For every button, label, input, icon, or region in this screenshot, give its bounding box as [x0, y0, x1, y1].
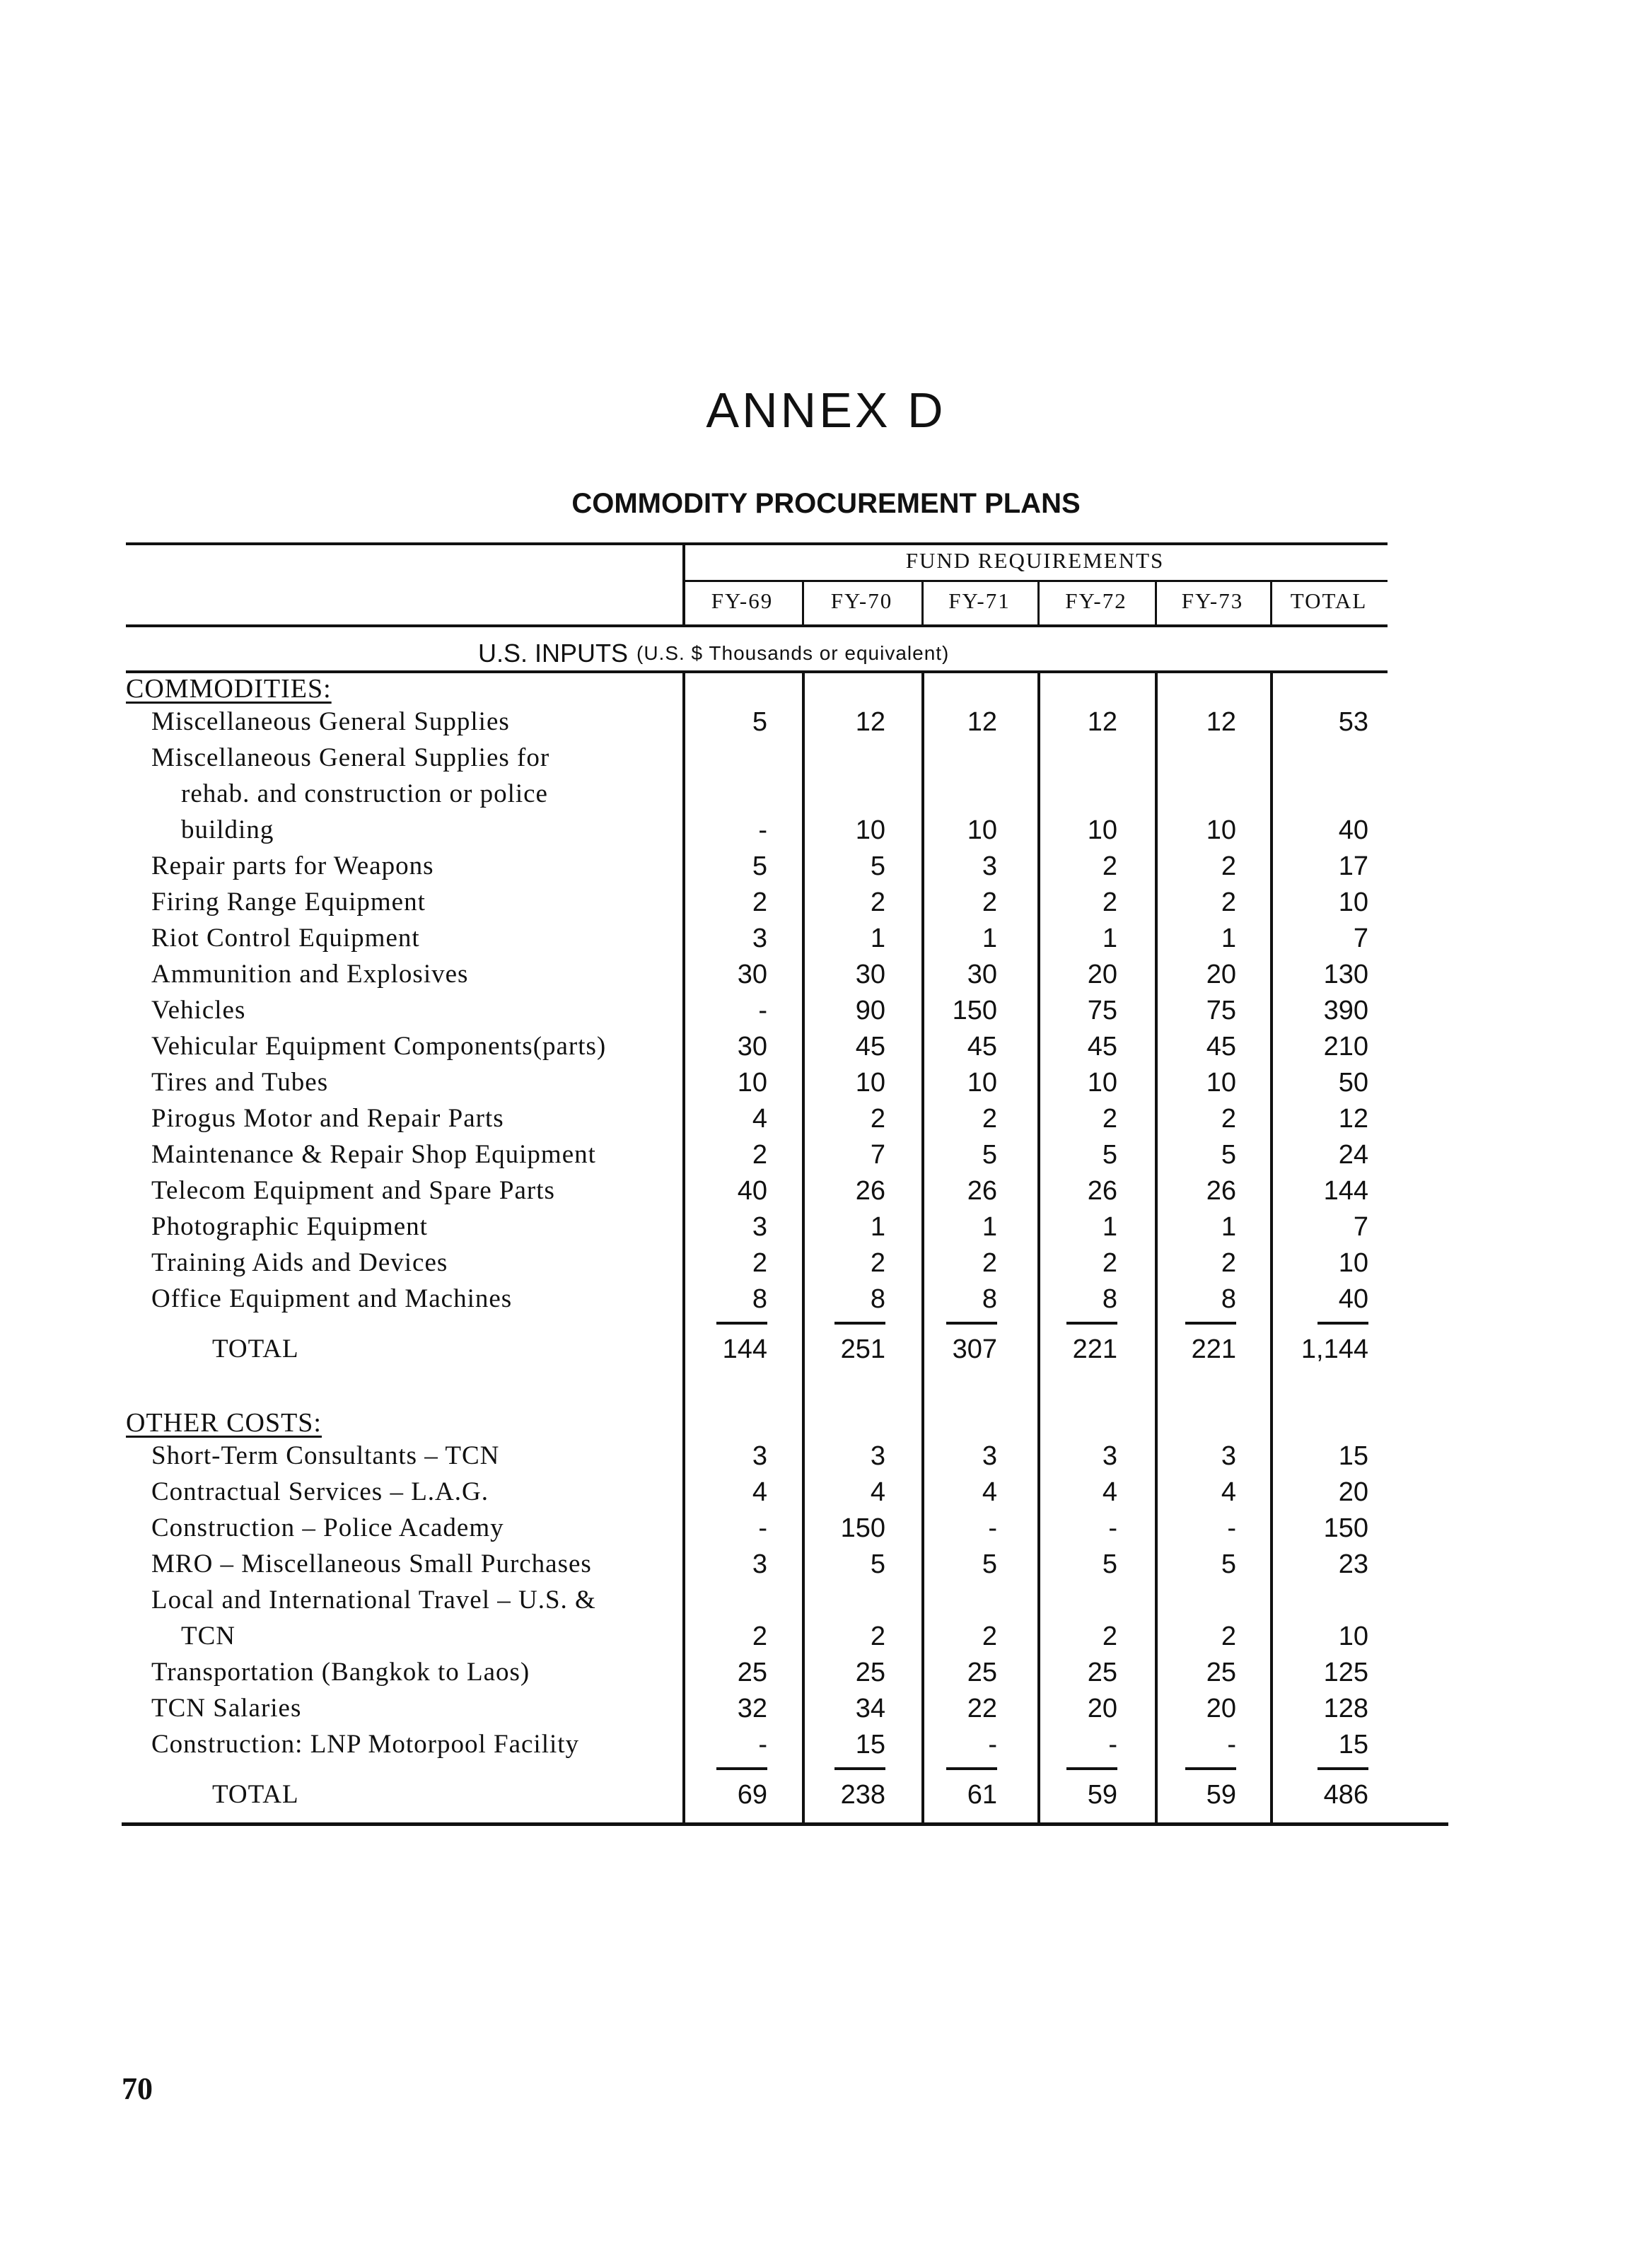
table-cell: 20	[1338, 1477, 1368, 1507]
table-cell: 1	[1102, 1212, 1117, 1242]
table-cell: 12	[1206, 707, 1236, 737]
table-cell: 5	[870, 851, 885, 881]
table-cell: 2	[870, 1104, 885, 1134]
total-rule	[1185, 1767, 1236, 1770]
table-cell: 125	[1323, 1658, 1368, 1687]
table-cell: 12	[855, 707, 885, 737]
column-header-fy-73: FY-73	[1181, 588, 1244, 613]
table-cell: -	[988, 1513, 997, 1543]
table-cell: 1	[1221, 924, 1236, 953]
table-cell: 20	[1087, 1694, 1117, 1723]
total-rule	[1066, 1322, 1117, 1325]
row-label: Telecom Equipment and Spare Parts	[151, 1176, 555, 1205]
total-cell: 144	[722, 1334, 767, 1364]
row-label: Short-Term Consultants – TCN	[151, 1441, 500, 1470]
table-cell: 2	[870, 888, 885, 917]
total-rule	[1317, 1322, 1368, 1325]
table-cell: 2	[1221, 1622, 1236, 1651]
commodities-total-label: TOTAL	[212, 1334, 299, 1363]
table-cell: 1	[1102, 924, 1117, 953]
column-header-divider	[1155, 581, 1157, 626]
table-cell: 2	[982, 888, 997, 917]
table-cell: -	[1227, 1513, 1236, 1543]
row-label: Vehicles	[151, 996, 246, 1025]
table-cell: 20	[1087, 960, 1117, 989]
table-cell: 2	[1221, 888, 1236, 917]
total-cell: 307	[952, 1334, 997, 1364]
table-cell: 10	[1087, 1068, 1117, 1098]
table-cell: 7	[1353, 924, 1368, 953]
table-cell: 10	[1338, 1248, 1368, 1278]
fund-requirements-header: FUND REQUIREMENTS	[905, 548, 1165, 573]
row-label: Miscellaneous General Supplies for	[151, 743, 550, 772]
table-cell: 40	[737, 1176, 767, 1206]
table-cell: 22	[967, 1694, 997, 1723]
table-cell: 128	[1323, 1694, 1368, 1723]
body-column-divider	[1037, 672, 1040, 1825]
table-cell: 1	[1221, 1212, 1236, 1242]
body-column-divider	[802, 672, 805, 1825]
table-cell: 8	[1221, 1284, 1236, 1314]
table-cell: 3	[1221, 1441, 1236, 1471]
table-cell: 5	[982, 1549, 997, 1579]
table-cell: 5	[1221, 1549, 1236, 1579]
table-cell: 26	[1206, 1176, 1236, 1206]
table-cell: 40	[1338, 815, 1368, 845]
table-cell: 2	[1102, 1104, 1117, 1134]
row-label: Training Aids and Devices	[151, 1248, 448, 1277]
table-cell: 3	[982, 1441, 997, 1471]
fund-header-underline	[682, 580, 1388, 582]
column-header-divider	[802, 581, 804, 626]
total-cell: 59	[1206, 1780, 1236, 1810]
table-cell: 10	[1338, 888, 1368, 917]
table-cell: 5	[870, 1549, 885, 1579]
table-cell: 25	[855, 1658, 885, 1687]
total-rule	[946, 1322, 997, 1325]
column-header-total: TOTAL	[1290, 588, 1368, 613]
table-cell: 12	[967, 707, 997, 737]
table-cell: 10	[855, 815, 885, 845]
table-cell: 1	[870, 924, 885, 953]
row-label: Vehicular Equipment Components(parts)	[151, 1032, 607, 1061]
table-cell: 40	[1338, 1284, 1368, 1314]
column-header-fy-69: FY-69	[711, 588, 774, 613]
column-header-divider	[1037, 581, 1040, 626]
table-cell: 5	[982, 1140, 997, 1170]
total-rule	[834, 1322, 885, 1325]
table-cell: 3	[752, 1212, 767, 1242]
total-cell: 238	[840, 1780, 885, 1810]
table-cell: 90	[855, 996, 885, 1025]
total-rule	[1317, 1767, 1368, 1770]
table-cell: 5	[752, 707, 767, 737]
table-cell: -	[1227, 1730, 1236, 1759]
row-label: Transportation (Bangkok to Laos)	[151, 1658, 530, 1687]
table-cell: 210	[1323, 1032, 1368, 1061]
total-cell: 69	[737, 1780, 767, 1810]
total-rule	[716, 1767, 767, 1770]
table-cell: 45	[1087, 1032, 1117, 1061]
table-cell: 3	[1102, 1441, 1117, 1471]
table-cell: 12	[1338, 1104, 1368, 1134]
total-rule	[716, 1322, 767, 1325]
table-cell: 2	[1102, 1248, 1117, 1278]
row-label: Photographic Equipment	[151, 1212, 428, 1241]
row-label: Construction: LNP Motorpool Facility	[151, 1730, 580, 1759]
table-cell: 30	[967, 960, 997, 989]
table-cell: 8	[752, 1284, 767, 1314]
table-cell: 50	[1338, 1068, 1368, 1098]
table-cell: 150	[1323, 1513, 1368, 1543]
column-header-bottom-rule	[126, 624, 1388, 627]
row-label: Tires and Tubes	[151, 1068, 329, 1097]
table-cell: 150	[952, 996, 997, 1025]
table-cell: 3	[752, 924, 767, 953]
table-cell: 2	[1221, 1104, 1236, 1134]
table-cell: 10	[1206, 1068, 1236, 1098]
table-cell: -	[758, 815, 767, 845]
body-column-divider	[682, 672, 685, 1825]
table-cell: 15	[1338, 1730, 1368, 1759]
row-label: Contractual Services – L.A.G.	[151, 1477, 489, 1506]
table-cell: -	[1108, 1513, 1117, 1543]
column-header-divider	[1270, 581, 1272, 626]
table-cell: 1	[982, 1212, 997, 1242]
total-cell: 486	[1323, 1780, 1368, 1810]
table-cell: 2	[1102, 851, 1117, 881]
table-cell: 2	[752, 1140, 767, 1170]
table-cell: 45	[1206, 1032, 1236, 1061]
table-cell: 2	[982, 1622, 997, 1651]
table-cell: 2	[1221, 1248, 1236, 1278]
table-cell: 2	[752, 888, 767, 917]
table-cell: 1	[870, 1212, 885, 1242]
row-label: Local and International Travel – U.S. &	[151, 1586, 596, 1615]
table-cell: 53	[1338, 707, 1368, 737]
total-cell: 221	[1191, 1334, 1236, 1364]
row-label: Miscellaneous General Supplies	[151, 707, 510, 736]
other-costs-label: OTHER COSTS:	[126, 1408, 322, 1438]
table-cell: 15	[855, 1730, 885, 1759]
table-cell: 32	[737, 1694, 767, 1723]
table-cell: 3	[982, 851, 997, 881]
table-cell: 24	[1338, 1140, 1368, 1170]
table-cell: 25	[1087, 1658, 1117, 1687]
table-cell: -	[988, 1730, 997, 1759]
table-cell: 20	[1206, 960, 1236, 989]
other-costs-total-label: TOTAL	[212, 1780, 299, 1809]
page-title: ANNEX D	[706, 383, 946, 438]
row-label: Repair parts for Weapons	[151, 851, 434, 880]
column-header-fy-70: FY-70	[830, 588, 893, 613]
table-cell: -	[758, 1513, 767, 1543]
table-cell: 2	[870, 1622, 885, 1651]
table-cell: 5	[1102, 1549, 1117, 1579]
table-cell: 5	[1102, 1140, 1117, 1170]
table-cell: 17	[1338, 851, 1368, 881]
total-cell: 1,144	[1301, 1334, 1368, 1364]
column-header-fy-71: FY-71	[948, 588, 1011, 613]
table-cell: 3	[752, 1549, 767, 1579]
table-cell: 2	[982, 1104, 997, 1134]
table-cell: 10	[1338, 1622, 1368, 1651]
table-cell: 26	[1087, 1176, 1117, 1206]
table-cell: 10	[855, 1068, 885, 1098]
row-label: TCN	[181, 1622, 235, 1651]
table-cell: 12	[1087, 707, 1117, 737]
table-cell: 25	[967, 1658, 997, 1687]
table-cell: 2	[1102, 888, 1117, 917]
table-cell: 4	[752, 1104, 767, 1134]
table-cell: 390	[1323, 996, 1368, 1025]
table-cell: 26	[967, 1176, 997, 1206]
total-rule	[1066, 1767, 1117, 1770]
row-label: Maintenance & Repair Shop Equipment	[151, 1140, 596, 1169]
body-column-divider	[1155, 672, 1158, 1825]
table-cell: -	[1108, 1730, 1117, 1759]
table-cell: 25	[737, 1658, 767, 1687]
row-label: Construction – Police Academy	[151, 1513, 504, 1542]
table-cell: 7	[870, 1140, 885, 1170]
table-cell: 20	[1206, 1694, 1236, 1723]
body-column-divider	[1270, 672, 1273, 1825]
table-cell: 2	[982, 1248, 997, 1278]
page-number: 70	[122, 2071, 153, 2106]
total-rule	[1185, 1322, 1236, 1325]
table-cell: 30	[855, 960, 885, 989]
table-cell: 10	[1087, 815, 1117, 845]
row-label: building	[181, 815, 274, 844]
table-cell: 26	[855, 1176, 885, 1206]
table-cell: 7	[1353, 1212, 1368, 1242]
total-cell: 221	[1072, 1334, 1117, 1364]
row-label: Ammunition and Explosives	[151, 960, 469, 989]
table-cell: 2	[752, 1248, 767, 1278]
table-cell: 2	[870, 1248, 885, 1278]
total-rule	[834, 1767, 885, 1770]
table-cell: 10	[1206, 815, 1236, 845]
total-cell: 59	[1087, 1780, 1117, 1810]
units-paren: (U.S. $ Thousands or equivalent)	[636, 642, 950, 664]
total-cell: 251	[840, 1334, 885, 1364]
units-main: U.S. INPUTS	[478, 639, 629, 668]
row-label: Firing Range Equipment	[151, 888, 426, 917]
table-cell: 5	[1221, 1140, 1236, 1170]
table-cell: 4	[1102, 1477, 1117, 1507]
table-cell: -	[758, 996, 767, 1025]
row-label: Office Equipment and Machines	[151, 1284, 513, 1313]
table-cell: 4	[1221, 1477, 1236, 1507]
total-rule	[946, 1767, 997, 1770]
table-cell: 34	[855, 1694, 885, 1723]
table-cell: 25	[1206, 1658, 1236, 1687]
table-cell: 3	[752, 1441, 767, 1471]
table-cell: -	[758, 1730, 767, 1759]
table-cell: 23	[1338, 1549, 1368, 1579]
table-cell: 4	[982, 1477, 997, 1507]
body-column-divider	[921, 672, 924, 1825]
row-label: MRO – Miscellaneous Small Purchases	[151, 1549, 592, 1578]
row-label: Riot Control Equipment	[151, 924, 420, 953]
column-header-divider	[921, 581, 924, 626]
table-cell: 2	[1102, 1622, 1117, 1651]
table-cell: 1	[982, 924, 997, 953]
table-cell: 8	[1102, 1284, 1117, 1314]
table-cell: 3	[870, 1441, 885, 1471]
table-cell: 75	[1087, 996, 1117, 1025]
table-bottom-rule	[122, 1822, 1448, 1826]
table-cell: 150	[840, 1513, 885, 1543]
table-cell: 5	[752, 851, 767, 881]
table-cell: 10	[737, 1068, 767, 1098]
table-cell: 30	[737, 1032, 767, 1061]
table-cell: 2	[1221, 851, 1236, 881]
table-cell: 4	[870, 1477, 885, 1507]
column-header-fy-72: FY-72	[1065, 588, 1127, 613]
table-cell: 130	[1323, 960, 1368, 989]
table-cell: 4	[752, 1477, 767, 1507]
table-cell: 8	[870, 1284, 885, 1314]
table-cell: 144	[1323, 1176, 1368, 1206]
row-label: TCN Salaries	[151, 1694, 302, 1723]
table-cell: 75	[1206, 996, 1236, 1025]
commodities-label: COMMODITIES:	[126, 674, 332, 704]
table-cell: 2	[752, 1622, 767, 1651]
table-cell: 45	[967, 1032, 997, 1061]
row-label: Pirogus Motor and Repair Parts	[151, 1104, 504, 1133]
table-top-rule	[126, 542, 1388, 545]
total-cell: 61	[967, 1780, 997, 1810]
page-subtitle: COMMODITY PROCUREMENT PLANS	[571, 488, 1081, 519]
table-cell: 10	[967, 1068, 997, 1098]
table-cell: 8	[982, 1284, 997, 1314]
table-cell: 15	[1338, 1441, 1368, 1471]
table-cell: 10	[967, 815, 997, 845]
table-cell: 30	[737, 960, 767, 989]
row-label: rehab. and construction or police	[181, 779, 548, 808]
table-cell: 45	[855, 1032, 885, 1061]
